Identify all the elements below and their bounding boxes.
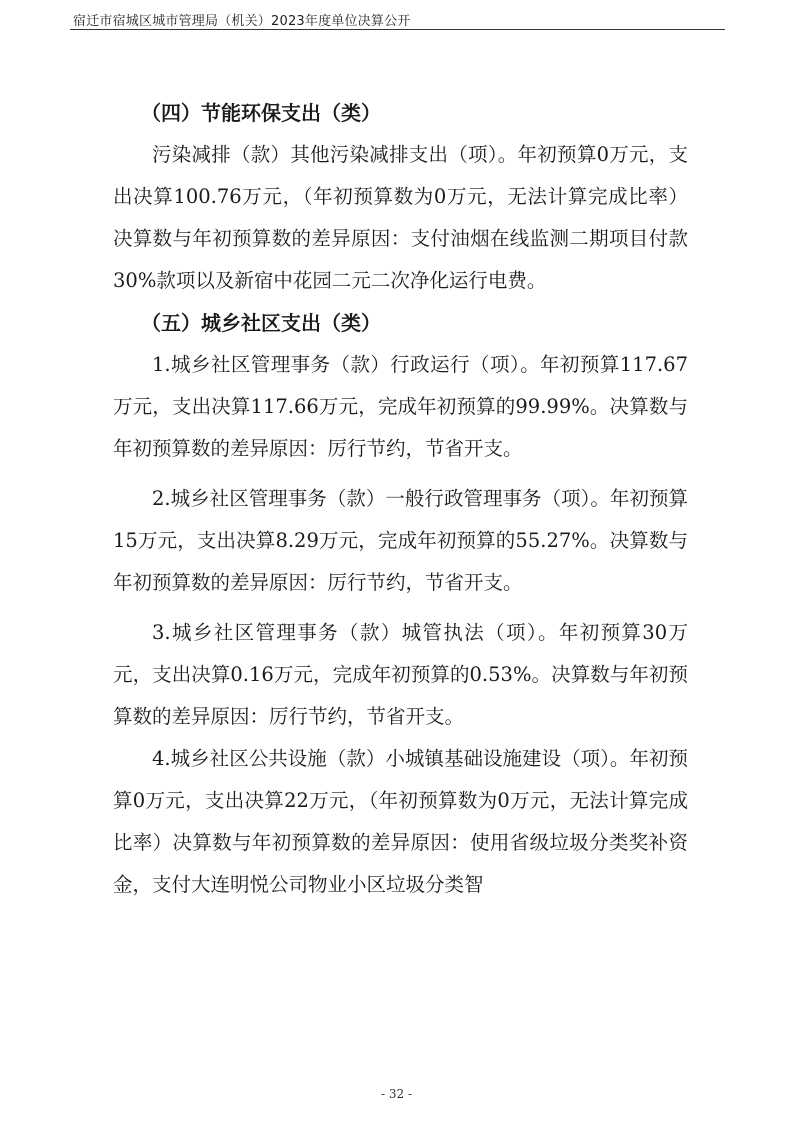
paragraph-general-administration: 2.城乡社区管理事务（款）一般行政管理事务（项）。年初预算15万元，支出决算8.29万元，完成年初预算的55.27%。决算数与年初预算数的差异原因：厉行节约，节省开支。 xyxy=(113,487,688,594)
document-header: 宿迁市宿城区城市管理局（机关）2023年度单位决算公开 xyxy=(73,14,411,29)
paragraph-administrative-operation: 1.城乡社区管理事务（款）行政运行（项）。年初预算117.67万元，支出决算117.66万元，完成年初预算的99.99%。决算数与年初预算数的差异原因：厉行节约，节省开支。 xyxy=(113,353,688,460)
document-body xyxy=(113,92,688,906)
header-divider xyxy=(70,29,725,30)
paragraph-pollution-reduction: 污染减排（款）其他污染减排支出（项）。年初预算0万元，支出决算100.76万元，（年初预算数为0万元，无法计算完成比率）决算数与年初预算数的差异原因：支付油烟在线监测二期项目付款30%款项以及新宿中花园二元二次净化运行电费。 xyxy=(113,143,688,292)
page-number: - 32 - xyxy=(380,1087,412,1101)
section-heading-energy-environment: （四）节能环保支出（类） xyxy=(141,101,381,125)
section-heading-urban-rural-community: （五）城乡社区支出（类） xyxy=(141,311,381,335)
paragraph-town-infrastructure: 4.城乡社区公共设施（款）小城镇基础设施建设（项）。年初预算0万元，支出决算22万元，（年初预算数为0万元，无法计算完成比率）决算数与年初预算数的差异原因：使用省级垃圾分类奖补资金，支付大连明悦公司物业小区垃圾分类智 xyxy=(113,747,688,896)
paragraph-urban-enforcement: 3.城乡社区管理事务（款）城管执法（项）。年初预算30万元，支出决算0.16万元，完成年初预算的0.53%。决算数与年初预算数的差异原因：厉行节约，节省开支。 xyxy=(113,621,688,728)
